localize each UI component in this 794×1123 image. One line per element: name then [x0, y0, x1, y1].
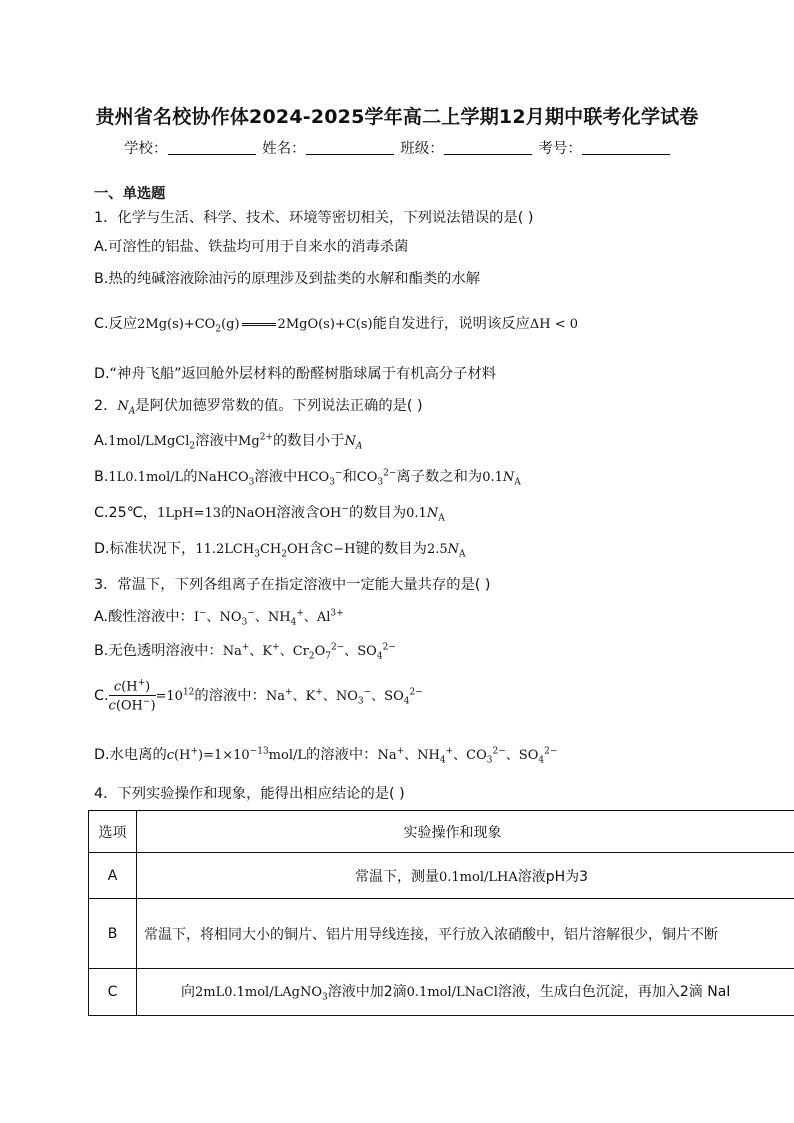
q1-c-prefix: C.反应: [94, 316, 138, 332]
q3-d-ions: Na+、$NH_4^+$、$CO_3^{2-}$、$SO_4^{2-}$: [377, 746, 558, 766]
number-label: 考号：: [538, 141, 582, 157]
q1-option-c: [94, 313, 578, 335]
exam-title: 贵州省名校协作体2024-2025学年高二上学期12月期中联考化学试卷: [95, 106, 699, 128]
q4-stem: 4．下列实验操作和现象，能得出相应结论的是( ): [94, 786, 405, 802]
q2-c-value: $0.1N_A$: [406, 506, 445, 524]
row-a-formula: 0.1mol/LHA: [439, 869, 518, 885]
q1-c-condition: ΔH < 0: [529, 317, 578, 332]
row-a-prefix: 常温下，测量: [355, 868, 439, 885]
header-option: 选项: [89, 811, 137, 853]
q3-option-c: [94, 678, 423, 714]
q2-d-mid2: 键的数目为: [355, 541, 427, 557]
q2-a-na: $N_A$: [344, 434, 363, 452]
row-c-option: C: [89, 969, 137, 1016]
q2-b-mid3: 和: [342, 469, 357, 485]
q3-option-d: [94, 744, 557, 766]
row-c-formula2: 0.1mol/LNaCl: [406, 985, 498, 1001]
q2-c-ion: OH−: [319, 504, 349, 521]
q2-d-value: $2.5N_A$: [426, 542, 466, 560]
q3-d-conc: $c(H^+)=1\times 10^{-13}mol/L$: [166, 746, 306, 763]
row-a-suffix: 溶液pH为3: [517, 868, 589, 885]
q3-c-ions: Na+、K+、$NO_3^-$、$SO_4^{2-}$: [265, 687, 423, 707]
q2-stem-text: 是阿伏加德罗常数的值。下列说法正确的是( ): [135, 398, 423, 414]
q2-b-mid2: 溶液中: [254, 469, 298, 485]
q2-d-mid1: 含: [308, 541, 324, 557]
q2-d-formula: $11.2LCH_3CH_2OH$: [195, 542, 309, 560]
table-header-row: [89, 811, 794, 853]
row-b-option: B: [89, 899, 137, 969]
q1-option-a: A.可溶性的铝盐、铁盐均可用于自来水的消毒杀菌: [94, 239, 409, 255]
q2-c-prefix: C.25℃，: [94, 505, 158, 521]
q1-stem: 1．化学与生活、科学、技术、环境等密切相关，下列说法错误的是( ): [94, 210, 534, 226]
q2-a-suffix: 的数目小于: [272, 433, 345, 449]
q2-b-salt: NaHCO$_3$: [197, 470, 255, 488]
q1-option-d: D.“神舟飞船”返回舱外层材料的酚醛树脂球属于有机高分子材料: [94, 366, 497, 382]
q2-a-prefix: A.: [94, 433, 109, 449]
row-b-content: 常温下，将相同大小的铜片、铝片用导线连接，平行放入浓硝酸中，铝片溶解很少，铜片不断: [137, 899, 794, 969]
q1-c-equation: $2Mg(s)+CO_2(g)$ 2MgO(s)+C(s): [137, 317, 373, 335]
q2-option-a: [94, 430, 362, 452]
row-c-mid2: 溶液，生成白色沉淀，再加入2滴 NaI: [497, 984, 731, 1001]
q2-stem: [94, 395, 423, 417]
class-blank[interactable]: [444, 140, 532, 155]
q2-b-mid1: 的: [183, 469, 198, 485]
q2-c-mid3: 的数目为: [348, 505, 407, 521]
table-row: [89, 899, 794, 969]
q3-stem: 3．常温下，下列各组离子在指定溶液中一定能大量共存的是( ): [94, 577, 491, 593]
row-c-prefix: 向: [181, 984, 195, 1001]
q2-option-b: [94, 466, 521, 488]
q3-c-mid: 的溶液中：: [194, 687, 266, 704]
q4-table: [88, 810, 794, 1016]
q3-option-a: [94, 606, 344, 628]
header-content: 实验操作和现象: [137, 811, 794, 853]
q3-a-prefix: A.酸性溶液中：: [94, 609, 194, 625]
row-c-formula1: 2mL0.1mol/LAgNO$_3$: [195, 985, 328, 1003]
q3-option-b: [94, 640, 396, 662]
q1-c-suffix: 能自发进行，说明该反应: [372, 316, 530, 332]
name-label: 姓名：: [262, 141, 306, 157]
q3-c-ratio: $=10^{12}$: [155, 687, 195, 704]
q2-c-base: NaOH: [235, 506, 277, 521]
class-label: 班级：: [400, 141, 444, 157]
school-label: 学校：: [124, 141, 168, 157]
q2-option-d: [94, 538, 466, 560]
q1-option-b: B.热的纯碱溶液除油污的原理涉及到盐类的水解和酯类的水解: [94, 271, 481, 287]
section-heading: 一、单选题: [94, 186, 166, 202]
q2-c-ph: 1LpH=13: [157, 506, 222, 521]
school-blank[interactable]: [168, 140, 256, 155]
q2-b-conc: 1L0.1mol/L: [108, 470, 184, 485]
table-row: [89, 853, 794, 899]
q3-c-prefix: C.: [94, 687, 109, 704]
q2-a-mid: 溶液中: [195, 433, 239, 449]
q2-b-mid4: 离子数之和为: [396, 469, 483, 485]
q3-c-fraction: $\frac{c(H^+)}{c(OH^-)}$: [108, 678, 156, 714]
q2-c-mid2: 溶液含: [276, 505, 320, 521]
q3-b-prefix: B.无色透明溶液中：: [94, 643, 223, 659]
q3-d-prefix: D.水电离的: [94, 747, 167, 763]
name-blank[interactable]: [306, 140, 394, 155]
q2-a-formula: 1mol/LMgCl$_2$: [108, 434, 196, 452]
student-info-line: [124, 137, 672, 158]
q2-b-value: $0.1N_A$: [482, 470, 521, 488]
q2-option-c: [94, 502, 445, 524]
q2-b-ion1: $HCO_3^-$: [297, 468, 343, 488]
q2-b-prefix: B.: [94, 469, 109, 485]
row-a-content: [137, 853, 794, 899]
q2-d-prefix: D.标准状况下，: [94, 541, 196, 557]
row-c-mid1: 溶液中加2滴: [327, 984, 407, 1001]
table-row: [89, 969, 794, 1016]
q3-b-ions: Na+、K+、$Cr_2O_7^{2-}$、$SO_4^{2-}$: [222, 642, 396, 662]
q2-a-ion: $Mg^{2+}$: [238, 432, 273, 449]
q2-na-symbol: $N_A$: [117, 399, 136, 417]
q3-a-ions: I−、$NO_3^-$、$NH_4^+$、$Al^{3+}$: [193, 608, 344, 628]
row-a-option: A: [89, 853, 137, 899]
row-c-content: [137, 969, 794, 1016]
number-blank[interactable]: [582, 140, 670, 155]
q2-d-bond: C−H: [323, 542, 356, 557]
q3-d-mid: 的溶液中：: [306, 747, 378, 763]
q2-b-ion2: $CO_3^{2-}$: [356, 468, 397, 488]
q2-c-mid1: 的: [221, 505, 236, 521]
q2-number: 2．: [94, 398, 118, 414]
